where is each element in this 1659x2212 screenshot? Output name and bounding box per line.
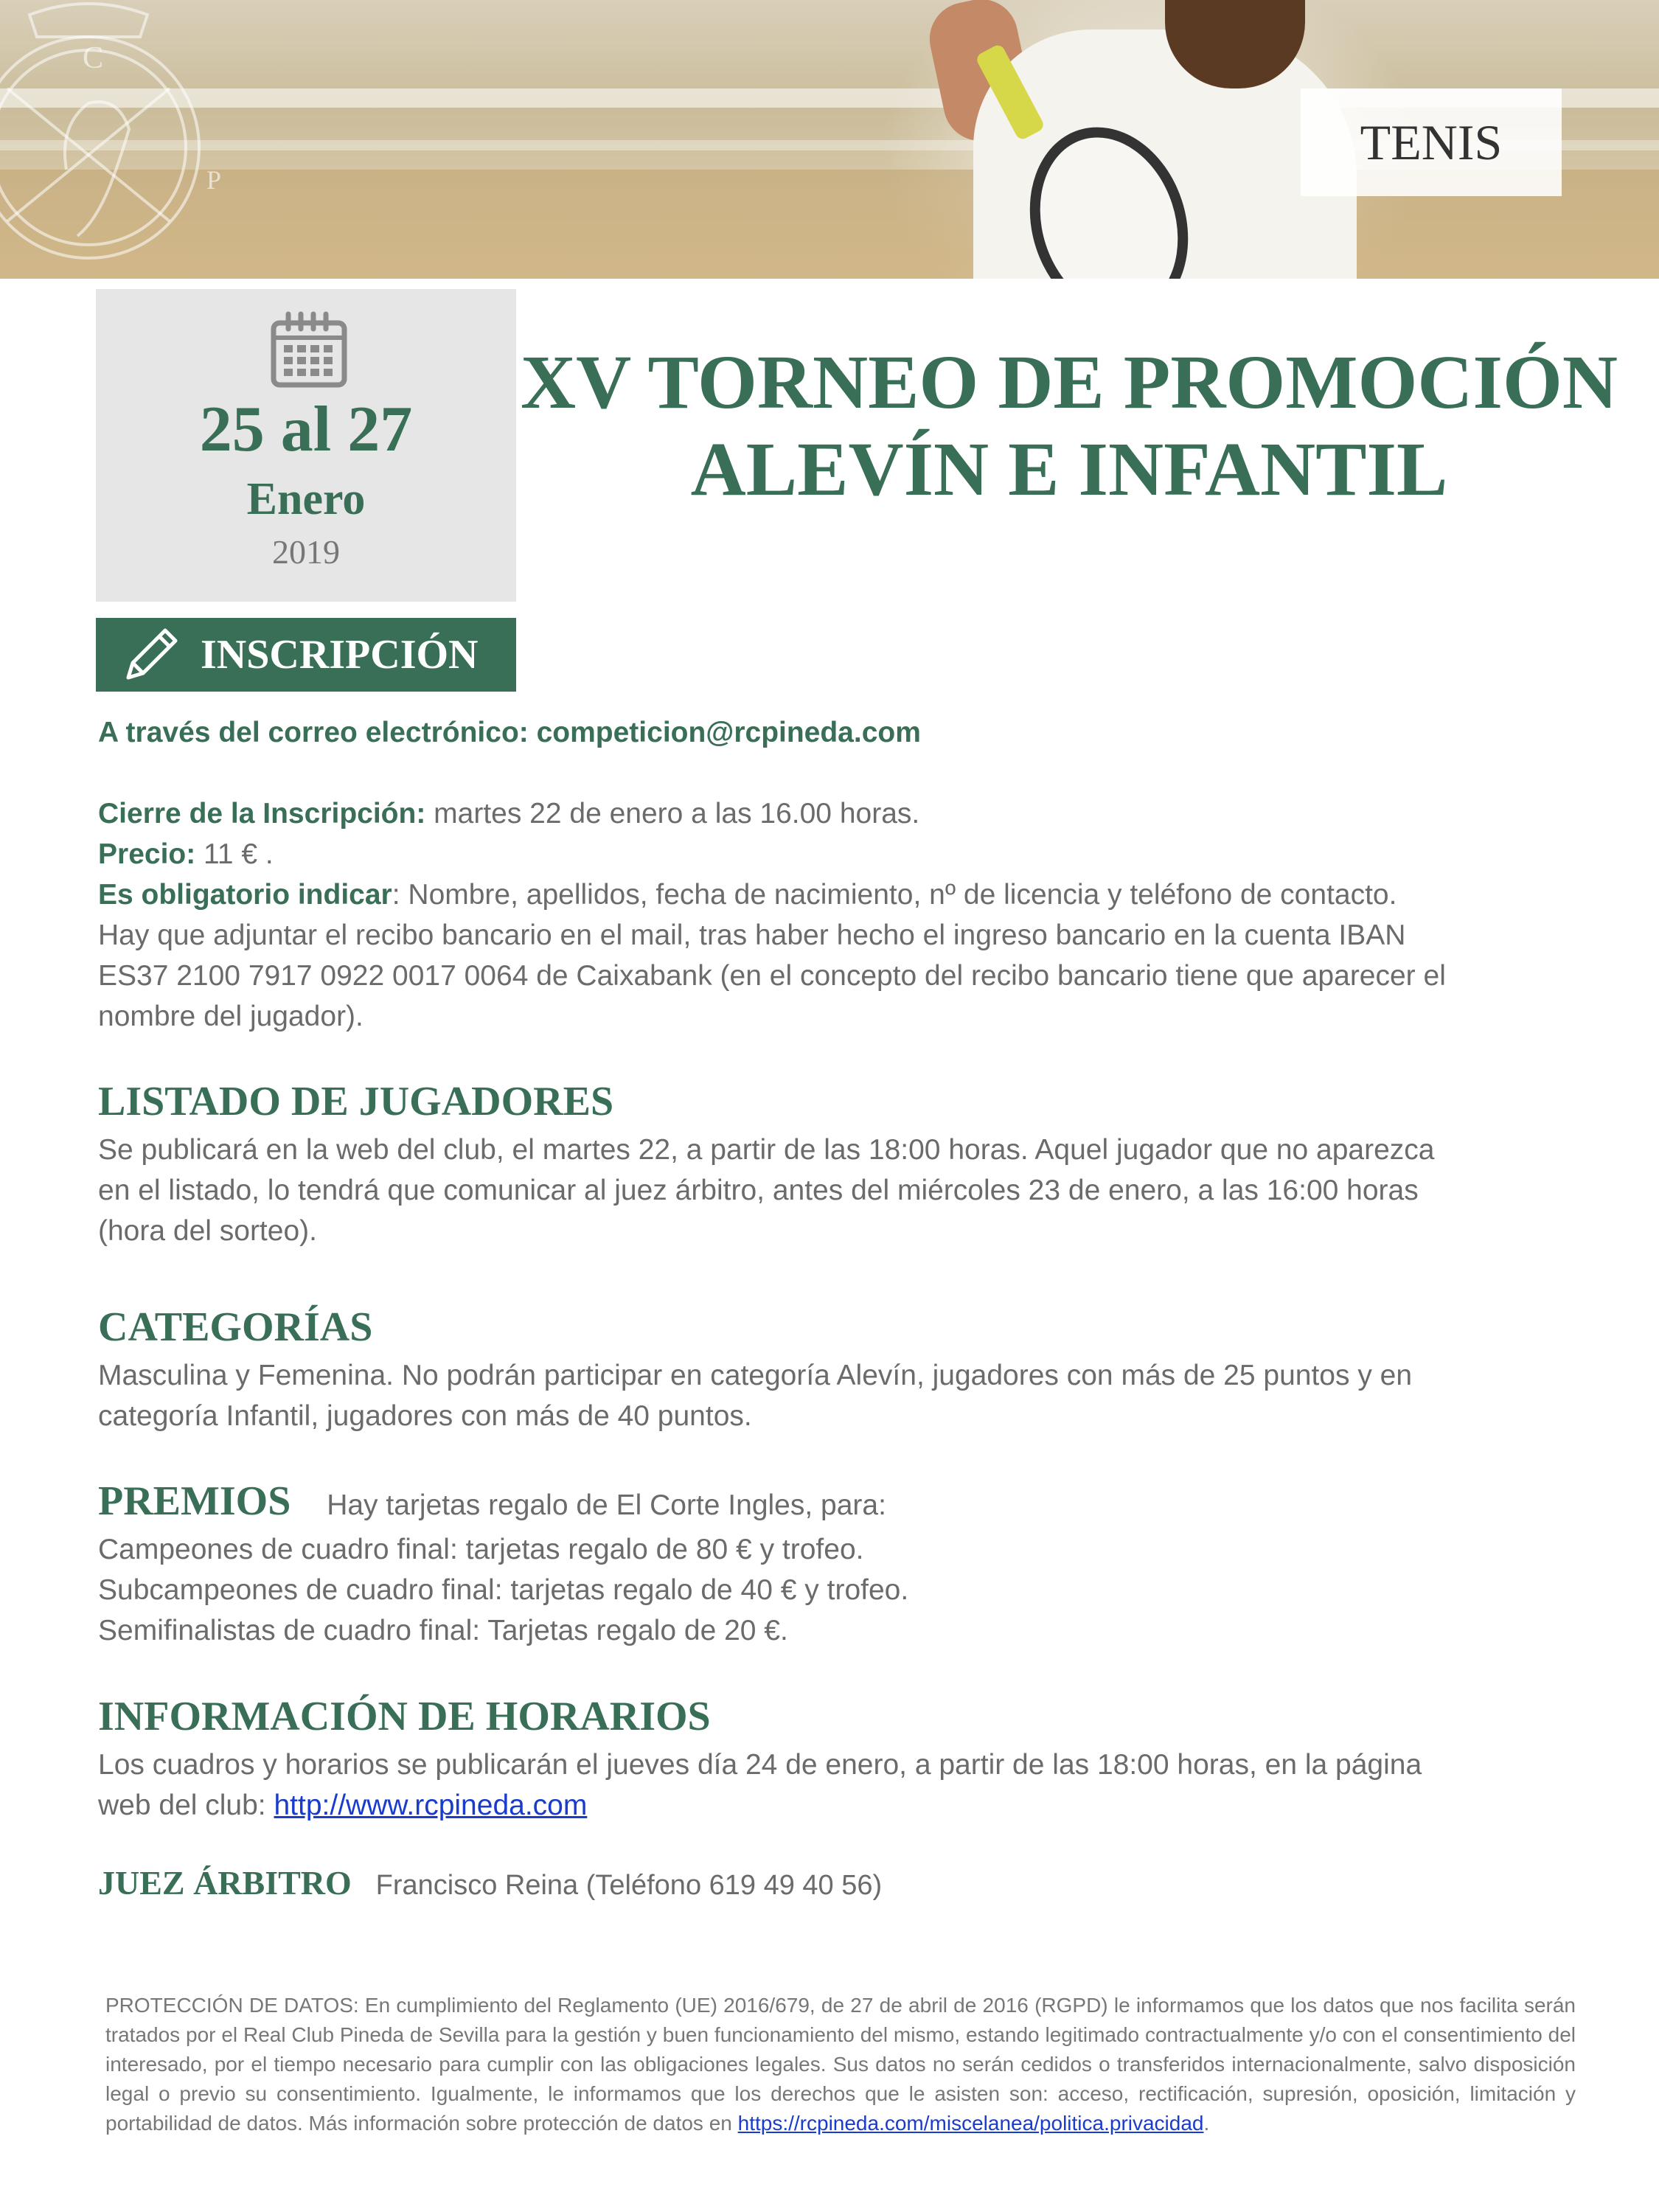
pago-line-1: Hay que adjuntar el recibo bancario en el mail, tras haber hecho el ingreso bancario en la cuenta IBAN <box>98 919 1406 951</box>
horarios-text <box>98 1745 1573 1826</box>
listado-line-2: en el listado, lo tendrá que comunicar al juez árbitro, antes del miércoles 23 de enero, a las 16:00 horas <box>98 1175 1419 1206</box>
event-title-line1: XV TORNEO DE PROMOCIÓN <box>521 340 1618 425</box>
premios-line-2: Subcampeones de cuadro final: tarjetas regalo de 40 € y trofeo. <box>98 1574 909 1606</box>
cierre-label: Cierre de la Inscripción: <box>98 798 426 830</box>
listado-text <box>98 1130 1573 1251</box>
calendar-icon <box>269 310 349 389</box>
inscripcion-heading-bar <box>96 618 516 692</box>
premios-section <box>98 1478 1573 1651</box>
header-banner <box>0 0 1659 279</box>
premios-heading-line <box>98 1478 1573 1529</box>
event-date-range: 25 al 27 <box>199 394 413 465</box>
premios-line-1: Campeones de cuadro final: tarjetas regalo de 80 € y trofeo. <box>98 1534 864 1565</box>
categorias-text <box>98 1355 1573 1436</box>
data-protection-notice <box>105 1991 1576 2138</box>
juez-value: Francisco Reina (Teléfono 619 49 40 56) <box>375 1870 883 1901</box>
pago-line-3: nombre del jugador). <box>98 1001 364 1032</box>
inscripcion-email <box>98 712 1573 753</box>
cierre-value: martes 22 de enero a las 16.00 horas. <box>425 798 920 830</box>
svg-text:C: C <box>83 41 104 75</box>
svg-text:P: P <box>206 165 222 195</box>
inscripcion-heading: INSCRIPCIÓN <box>201 632 479 678</box>
listado-line-3: (hora del sorteo). <box>98 1215 317 1247</box>
listado-line-1: Se publicará en la web del club, el martes 22, a partir de las 18:00 horas. Aquel jugador que no aparezca <box>98 1134 1435 1166</box>
listado-heading: LISTADO DE JUGADORES <box>98 1079 614 1124</box>
section-label: TENIS <box>1301 88 1562 196</box>
categorias-line-2: categoría Infantil, jugadores con más de 40 puntos. <box>98 1400 752 1432</box>
event-month: Enero <box>246 474 366 524</box>
precio-line <box>98 834 1573 874</box>
premios-line-3: Semifinalistas de cuadro final: Tarjetas regalo de 20 €. <box>98 1615 788 1646</box>
horarios-line-1: Los cuadros y horarios se publicarán el jueves día 24 de enero, a partir de las 18:00 horas, en la página <box>98 1749 1422 1781</box>
juez-section <box>98 1863 1573 1906</box>
obligatorio-value: : Nombre, apellidos, fecha de nacimiento, nº de licencia y teléfono de contacto. <box>392 879 1397 911</box>
inscripcion-email-text: A través del correo electrónico: competicion@rcpineda.com <box>98 717 921 748</box>
premios-intro: Hay tarjetas regalo de El Corte Ingles, para: <box>327 1489 886 1521</box>
precio-value: 11 € . <box>195 838 274 870</box>
event-date-box <box>96 289 516 602</box>
data-protection-end: . <box>1203 2112 1210 2135</box>
event-year: 2019 <box>272 533 340 571</box>
precio-label: Precio: <box>98 838 196 870</box>
cierre-line <box>98 793 1573 834</box>
obligatorio-label: Es obligatorio indicar <box>98 879 392 911</box>
pencil-icon <box>118 622 184 688</box>
categorias-heading: CATEGORÍAS <box>98 1304 373 1350</box>
horarios-line-2-prefix: web del club: <box>98 1790 274 1821</box>
obligatorio-line <box>98 874 1573 915</box>
premios-heading: PREMIOS <box>98 1478 291 1524</box>
pago-line-2: ES37 2100 7917 0922 0017 0064 de Caixabank (en el concepto del recibo bancario tiene que aparecer el <box>98 960 1446 992</box>
horarios-line-2 <box>98 1785 1573 1826</box>
categorias-line-1: Masculina y Femenina. No podrán participar en categoría Alevín, jugadores con más de 25 puntos y en <box>98 1360 1413 1391</box>
club-emblem <box>0 0 243 279</box>
horarios-heading: INFORMACIÓN DE HORARIOS <box>98 1694 711 1739</box>
data-protection-text: PROTECCIÓN DE DATOS: En cumplimiento del Reglamento (UE) 2016/679, de 27 de abril de 2016 (RGPD) le informamos que los datos que nos facilita serán tratados por el Real Club Pineda de Sevilla para la gestión y buen funcionamiento del mismo, estando legitimado contractualmente y/o con el consentimiento del interesado, por el tiempo necesario para cumplir con las obligaciones legales. Sus datos no serán cedidos o transferidos internacionalmente, salvo disposición legal o previo su consentimiento. Igualmente, le informamos que los derechos que le asisten son: acceso, rectificación, supresión, oposición, limitación y portabilidad de datos. Más información sobre protección de datos en <box>105 1994 1576 2135</box>
juez-heading: JUEZ ÁRBITRO <box>98 1864 352 1902</box>
event-title <box>516 339 1622 513</box>
inscripcion-details <box>98 793 1573 1037</box>
event-title-line2: ALEVÍN E INFANTIL <box>690 427 1448 512</box>
club-website-link[interactable]: http://www.rcpineda.com <box>274 1790 588 1821</box>
privacy-policy-link[interactable]: https://rcpineda.com/miscelanea/politica.privacidad <box>737 2112 1204 2135</box>
